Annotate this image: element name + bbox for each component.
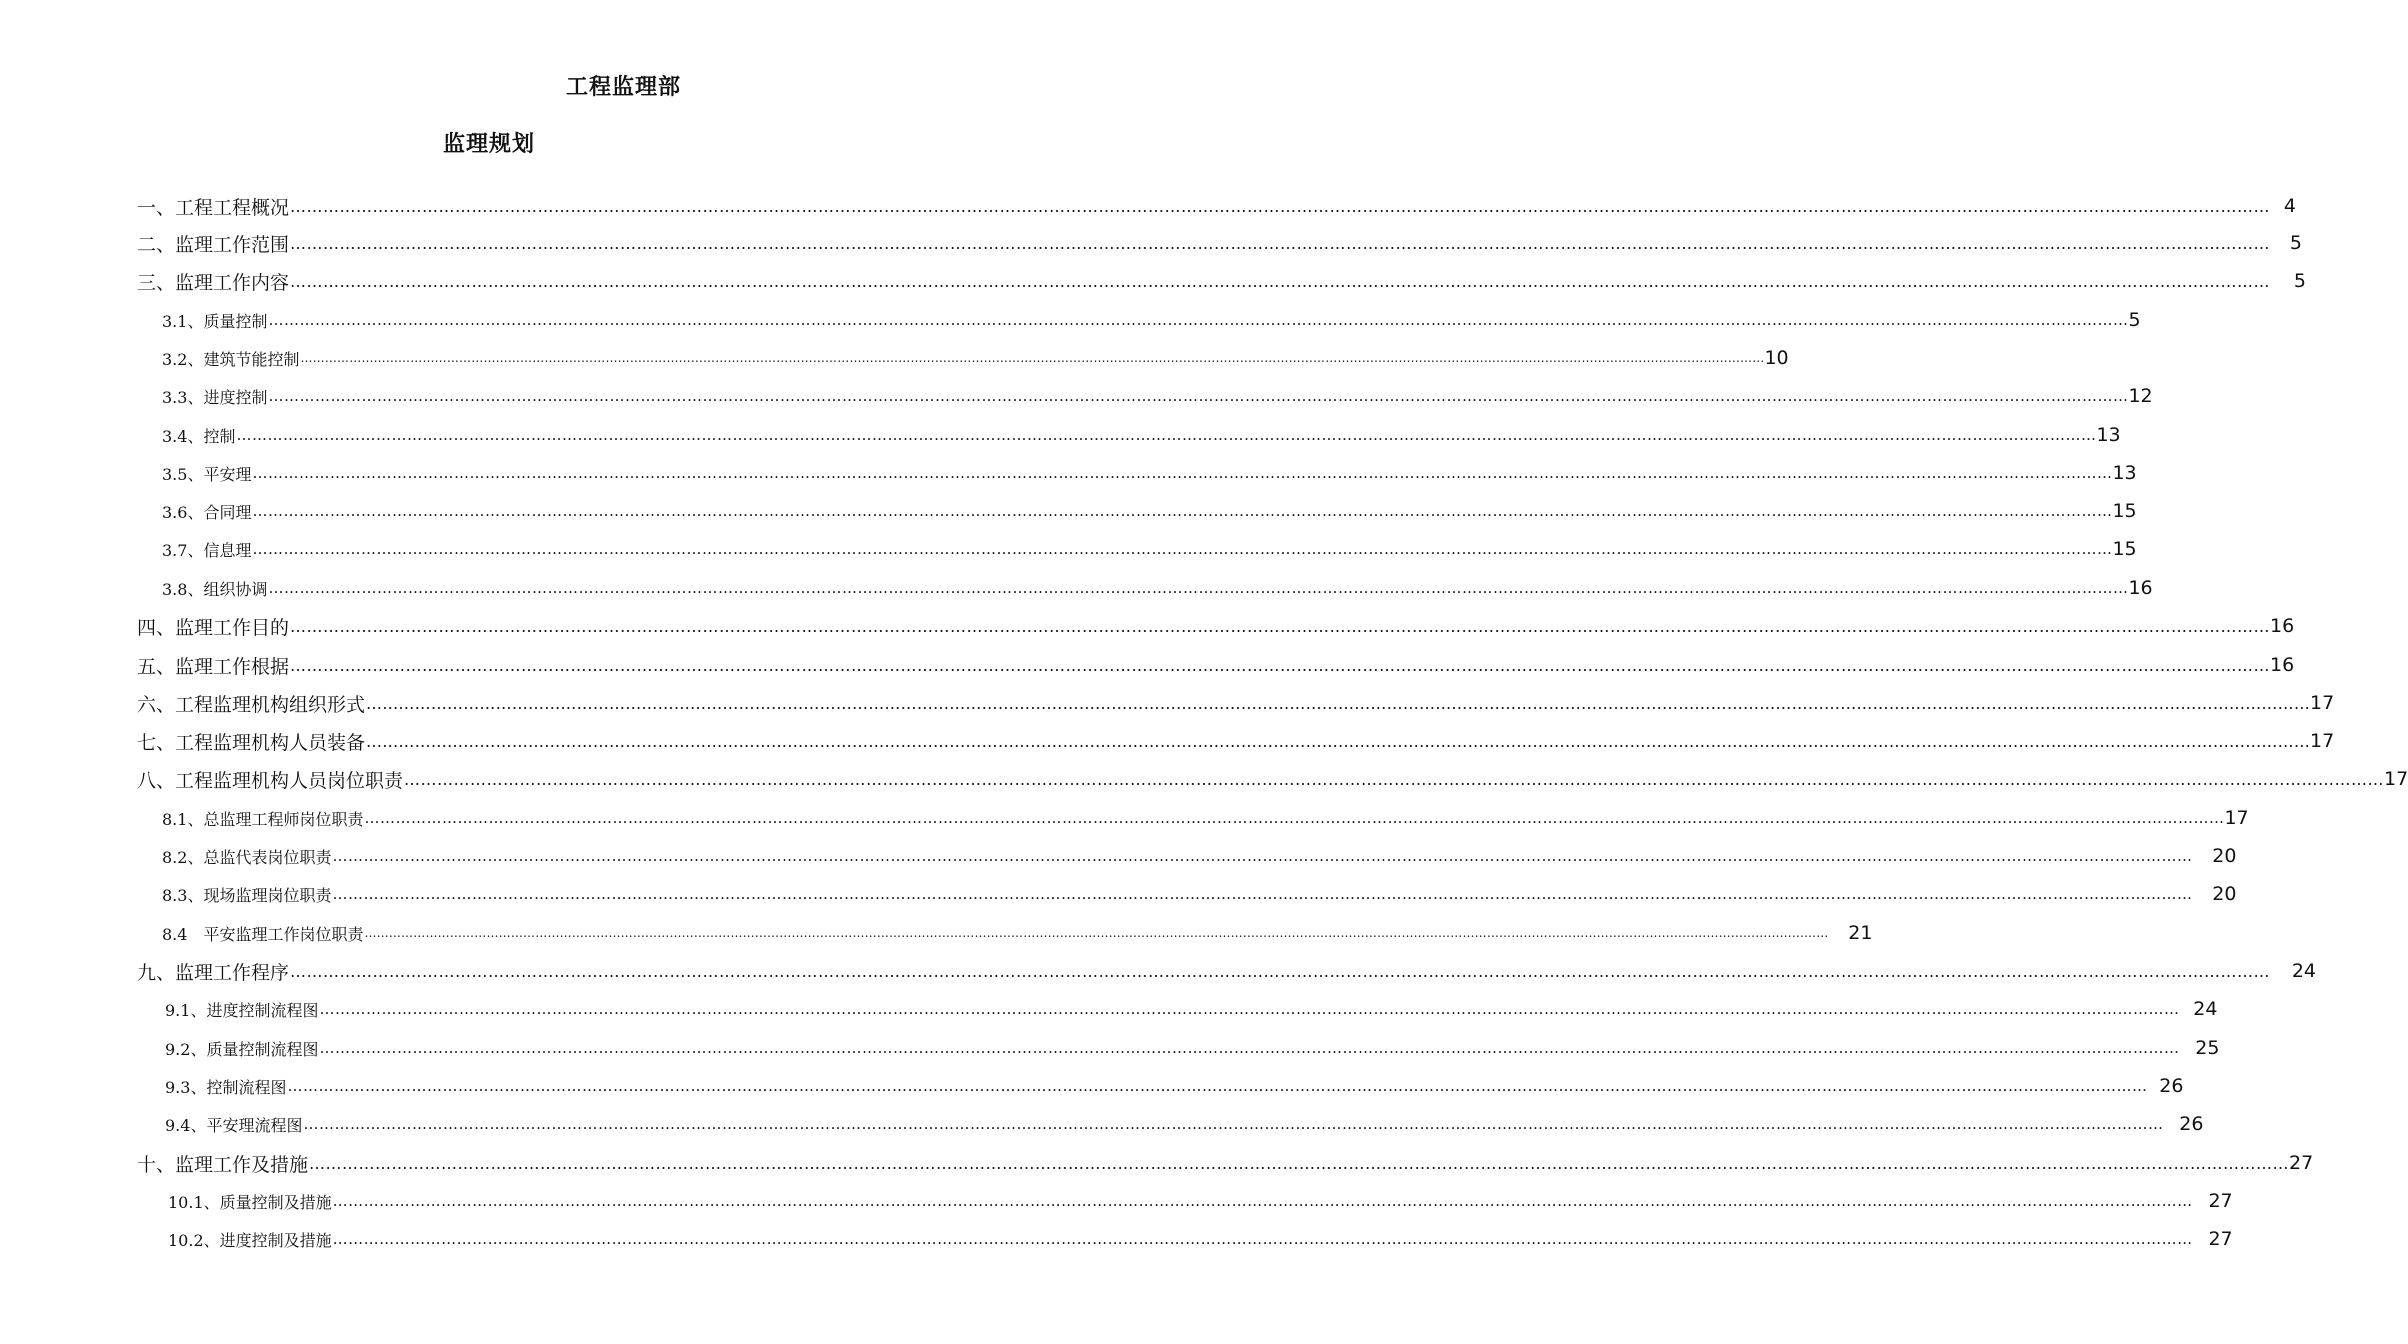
toc-leader-dots: ……………………………………………………………………………………………………………………………………………………………………………………………………………………………………………………………………………………………………………………………… [404, 769, 2385, 789]
toc-leader-dots: ……………………………………………………………………………………………………………………………………………………………………………………………………………………………………………………………………………………………………………………………… [252, 502, 2113, 520]
toc-entry-page: 21 [1848, 922, 1873, 944]
toc-leader-dots: ……………………………………………………………………………………………………………………………………………………………………………………………………………………………………………………………………………………………………………………………… [287, 1077, 2148, 1095]
toc-leader-dots: ……………………………………………………………………………………………………………………………………………………………………………………………………………………………………………………………………………………………………………………………… [290, 196, 2271, 216]
org-title: 工程监理部 [566, 75, 682, 100]
toc-entry-label: 3.1、质量控制 [162, 311, 268, 331]
toc-entry-3-1[interactable] [162, 305, 2141, 335]
toc-entry-label: 8.3、现场监理岗位职责 [162, 885, 332, 905]
toc-entry-page: 17 [2224, 807, 2249, 829]
toc-entry-page: 27 [2208, 1190, 2233, 1212]
toc-entry-label: 3.7、信息理 [162, 540, 252, 560]
toc-entry-page: 20 [2212, 883, 2237, 905]
toc-entry-3-2[interactable] [162, 343, 1789, 373]
toc-leader-dots: ……………………………………………………………………………………………………………………………………………………………………………………………………………………………………………………………………………………………………………………………… [364, 926, 1829, 940]
toc-entry-8[interactable] [137, 764, 2408, 794]
toc-entry-9-1[interactable] [165, 994, 2218, 1024]
toc-leader-dots: ……………………………………………………………………………………………………………………………………………………………………………………………………………………………………………………………………………………………………………………………… [268, 579, 2129, 597]
toc-leader-dots: ……………………………………………………………………………………………………………………………………………………………………………………………………………………………………………………………………………………………………………………………… [290, 616, 2271, 636]
toc-entry-page: 10 [1764, 347, 1789, 369]
toc-entry-label: 3.6、合同理 [162, 502, 252, 522]
toc-leader-dots: ……………………………………………………………………………………………………………………………………………………………………………………………………………………………………………………………………………………………………………………………… [303, 1115, 2164, 1133]
toc-entry-page: 15 [2112, 538, 2137, 560]
toc-leader-dots: ……………………………………………………………………………………………………………………………………………………………………………………………………………………………………………………………………………………………………………………………… [332, 1192, 2193, 1210]
toc-entry-label: 3.3、进度控制 [162, 387, 268, 407]
toc-entry-label: 3.5、平安理 [162, 464, 252, 484]
toc-leader-dots: ……………………………………………………………………………………………………………………………………………………………………………………………………………………………………………………………………………………………………………………………… [319, 1000, 2180, 1018]
toc-entry-3-4[interactable] [162, 420, 2121, 450]
toc-entry-page: 17 [2310, 692, 2335, 714]
toc-entry-label: 七、工程监理机构人员装备 [137, 731, 366, 754]
toc-entry-page: 27 [2208, 1228, 2233, 1250]
toc-entry-page: 13 [2112, 462, 2137, 484]
toc-entry-3-7[interactable] [162, 534, 2137, 564]
toc-entry-7[interactable] [137, 726, 2335, 756]
toc-leader-dots: ……………………………………………………………………………………………………………………………………………………………………………………………………………………………………………………………………………………………………………………………… [290, 271, 2271, 291]
toc-leader-dots: ……………………………………………………………………………………………………………………………………………………………………………………………………………………………………………………………………………………………………………………………… [366, 693, 2311, 713]
toc-entry-page: 17 [2384, 768, 2408, 790]
toc-leader-dots: ……………………………………………………………………………………………………………………………………………………………………………………………………………………………………………………………………………………………………………………………… [252, 464, 2113, 482]
toc-entry-10-2[interactable] [168, 1224, 2233, 1254]
toc-entry-label: 八、工程监理机构人员岗位职责 [137, 769, 404, 792]
toc-leader-dots: ……………………………………………………………………………………………………………………………………………………………………………………………………………………………………………………………………………………………………………………………… [300, 351, 1765, 365]
toc-entry-label: 9.4、平安理流程图 [165, 1115, 303, 1135]
toc-entry-label: 九、监理工作程序 [137, 961, 290, 984]
toc-entry-label: 3.2、建筑节能控制 [162, 349, 300, 369]
toc-leader-dots: ……………………………………………………………………………………………………………………………………………………………………………………………………………………………………………………………………………………………………………………………… [290, 961, 2271, 981]
toc-entry-page: 26 [2179, 1113, 2204, 1135]
toc-entry-page: 17 [2310, 730, 2335, 752]
toc-entry-9-2[interactable] [165, 1033, 2220, 1063]
toc-entry-3-5[interactable] [162, 458, 2137, 488]
toc-entry-label: 五、监理工作根据 [137, 655, 290, 678]
toc-entry-label: 9.1、进度控制流程图 [165, 1000, 319, 1020]
toc-entry-page: 20 [2212, 845, 2237, 867]
toc-entry-page: 16 [2270, 654, 2295, 676]
toc-entry-label: 一、工程工程概况 [137, 196, 290, 219]
toc-leader-dots: ……………………………………………………………………………………………………………………………………………………………………………………………………………………………………………………………………………………………………………………………… [236, 426, 2097, 444]
toc-entry-page: 5 [2128, 309, 2141, 331]
toc-entry-label: 9.3、控制流程图 [165, 1077, 287, 1097]
toc-entry-label: 六、工程监理机构组织形式 [137, 693, 366, 716]
toc-leader-dots: ……………………………………………………………………………………………………………………………………………………………………………………………………………………………………………………………………………………………………………………………… [268, 387, 2129, 405]
toc-leader-dots: ……………………………………………………………………………………………………………………………………………………………………………………………………………………………………………………………………………………………………………………………… [332, 1230, 2193, 1248]
toc-leader-dots: ……………………………………………………………………………………………………………………………………………………………………………………………………………………………………………………………………………………………………………………………… [332, 847, 2193, 865]
toc-entry-page: 16 [2270, 615, 2295, 637]
toc-leader-dots: ……………………………………………………………………………………………………………………………………………………………………………………………………………………………………………………………………………………………………………………………… [252, 540, 2113, 558]
toc-entry-label: 9.2、质量控制流程图 [165, 1039, 319, 1059]
toc-entry-9-3[interactable] [165, 1071, 2184, 1101]
toc-entry-label: 二、监理工作范围 [137, 233, 290, 256]
toc-entry-label: 8.2、总监代表岗位职责 [162, 847, 332, 867]
toc-entry-label: 三、监理工作内容 [137, 271, 290, 294]
toc-entry-page: 16 [2128, 577, 2153, 599]
toc-leader-dots: ……………………………………………………………………………………………………………………………………………………………………………………………………………………………………………………………………………………………………………………………… [309, 1153, 2290, 1173]
toc-entry-page: 27 [2289, 1152, 2314, 1174]
toc-leader-dots: ……………………………………………………………………………………………………………………………………………………………………………………………………………………………………………………………………………………………………………………………… [290, 233, 2271, 253]
toc-entry-page: 13 [2096, 424, 2121, 446]
toc-entry-3-3[interactable] [162, 381, 2153, 411]
toc-entry-8-4[interactable] [162, 918, 1873, 948]
toc-entry-page: 5 [2289, 232, 2303, 254]
toc-entry-label: 3.8、组织协调 [162, 579, 268, 599]
toc-entry-page: 24 [2193, 998, 2218, 1020]
toc-entry-3-8[interactable] [162, 573, 2153, 603]
toc-leader-dots: ……………………………………………………………………………………………………………………………………………………………………………………………………………………………………………………………………………………………………………………………… [319, 1039, 2180, 1057]
page-title: 监理规划 [443, 132, 536, 157]
toc-entry-label: 10.1、质量控制及措施 [168, 1192, 332, 1212]
toc-entry-10[interactable] [137, 1148, 2314, 1178]
toc-entry-label: 十、监理工作及措施 [137, 1153, 309, 1176]
toc-entry-page: 26 [2159, 1075, 2184, 1097]
toc-entry-5[interactable] [137, 650, 2295, 680]
toc-entry-label: 3.4、控制 [162, 426, 236, 446]
toc-entry-8-1[interactable] [162, 803, 2249, 833]
toc-entry-page: 12 [2128, 385, 2153, 407]
toc-entry-2[interactable] [137, 228, 2303, 258]
toc-entry-3-6[interactable] [162, 496, 2137, 526]
toc-entry-label: 8.1、总监理工程师岗位职责 [162, 809, 364, 829]
toc-entry-label: 8.4 平安监理工作岗位职责 [162, 924, 364, 944]
toc-leader-dots: ……………………………………………………………………………………………………………………………………………………………………………………………………………………………………………………………………………………………………………………………… [332, 885, 2193, 903]
toc-entry-4[interactable] [137, 611, 2295, 641]
toc-entry-6[interactable] [137, 688, 2335, 718]
toc-leader-dots: ……………………………………………………………………………………………………………………………………………………………………………………………………………………………………………………………………………………………………………………………… [364, 809, 2225, 827]
toc-entry-page: 5 [2293, 270, 2307, 292]
toc-entry-8-2[interactable] [162, 841, 2237, 871]
toc-entry-label: 10.2、进度控制及措施 [168, 1230, 332, 1250]
toc-leader-dots: ……………………………………………………………………………………………………………………………………………………………………………………………………………………………………………………………………………………………………………………………… [366, 731, 2311, 751]
toc-entry-page: 4 [2283, 195, 2297, 217]
toc-entry-9-4[interactable] [165, 1109, 2204, 1139]
toc-entry-page: 24 [2291, 960, 2317, 982]
toc-entry-page: 25 [2195, 1037, 2220, 1059]
toc-entry-9[interactable] [137, 956, 2317, 986]
toc-entry-10-1[interactable] [168, 1186, 2233, 1216]
toc-entry-1[interactable] [137, 191, 2297, 221]
toc-entry-3[interactable] [137, 266, 2307, 296]
toc-entry-label: 四、监理工作目的 [137, 616, 290, 639]
toc-entry-8-3[interactable] [162, 879, 2237, 909]
toc-leader-dots: ……………………………………………………………………………………………………………………………………………………………………………………………………………………………………………………………………………………………………………………………… [290, 655, 2271, 675]
toc-leader-dots: ……………………………………………………………………………………………………………………………………………………………………………………………………………………………………………………………………………………………………………………………… [268, 311, 2129, 329]
toc-entry-page: 15 [2112, 500, 2137, 522]
